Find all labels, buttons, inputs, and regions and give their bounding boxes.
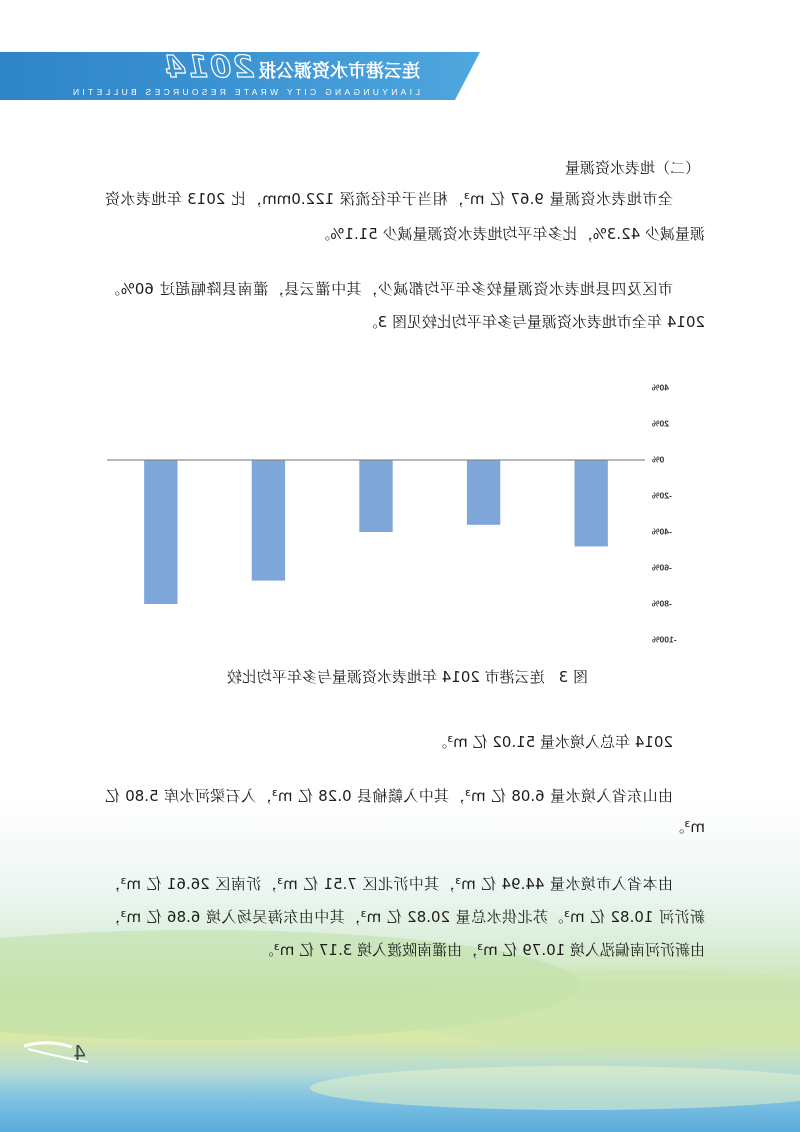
bar	[252, 460, 285, 581]
bar	[144, 460, 177, 604]
paragraph-line: 市区及四县地表水资源量较多年平均都减少，其中灌云县，灌南县降幅超过 60%。	[105, 280, 673, 298]
paragraph-shandong-inflow	[105, 781, 705, 843]
y-tick-label: 20%	[652, 418, 670, 429]
paragraph-line: 2014 年全市地表水资源量与多年平均比较见图 3。	[362, 313, 705, 331]
paragraph-line: m³。	[669, 818, 705, 836]
paragraph-line: 新沂河 10.82 亿 m³。苏北供水总量 20.82 亿 m³，其中由东海吴场入境 6.86 亿 m³，	[105, 908, 705, 926]
paragraph-county-comparison	[105, 273, 705, 339]
surface-water-bar-chart	[80, 370, 700, 660]
header-title: 连云港市水资源公报	[258, 61, 420, 82]
paragraph-line: 由山东省入境水量 6.08 亿 m³，其中入赣榆县 0.28 亿 m³，入石梁河水库 5.80 亿	[105, 787, 673, 805]
y-tick-label: -80%	[652, 598, 672, 609]
figure-title: 连云港市 2014 年地表水资源量与多年平均比较	[226, 668, 545, 686]
y-tick-label: 40%	[652, 382, 670, 393]
y-tick-label: -60%	[652, 562, 672, 573]
paragraph-line: 源量减少 42.3%，比多年平均地表水资源量减少 51.1%。	[315, 225, 705, 243]
paragraph-line: 全市地表水资源量 9.67 亿 m³，相当于年径流深 122.0mm，比 2013 年地表水资	[105, 190, 673, 208]
y-tick-label: -40%	[652, 526, 672, 537]
paragraph-line: 由新沂河南偏泓入境 10.79 亿 m³，由灌南陂渡入境 3.17 亿 m³。	[258, 941, 705, 959]
bar	[359, 460, 392, 532]
paragraph-line: 2014 年总入境水量 51.02 亿 m³。	[432, 733, 673, 751]
paragraph-total-inflow	[105, 725, 705, 759]
paragraph-line: 由本省入市境水量 44.94 亿 m³，其中沂北区 7.51 亿 m³，沂南区 26.61 亿 m³，	[105, 875, 673, 893]
header-year: 2014	[162, 50, 254, 85]
y-tick-label: -20%	[652, 490, 672, 501]
figure-label: 图 3	[558, 668, 588, 686]
paragraph-surface-water-total	[105, 182, 705, 252]
paragraph-province-inflow	[105, 868, 705, 967]
y-tick-label: 0%	[652, 454, 665, 465]
y-tick-label: -100%	[652, 634, 677, 645]
header-subtitle: LIANYUNGANG CITY WRATE RESOURCES BULLETIN	[69, 87, 420, 97]
page-number: 4	[73, 1041, 86, 1065]
figure-caption	[227, 665, 588, 689]
bar	[575, 460, 608, 546]
section-heading: （二）地表水资源量	[564, 159, 700, 177]
bar	[467, 460, 500, 525]
